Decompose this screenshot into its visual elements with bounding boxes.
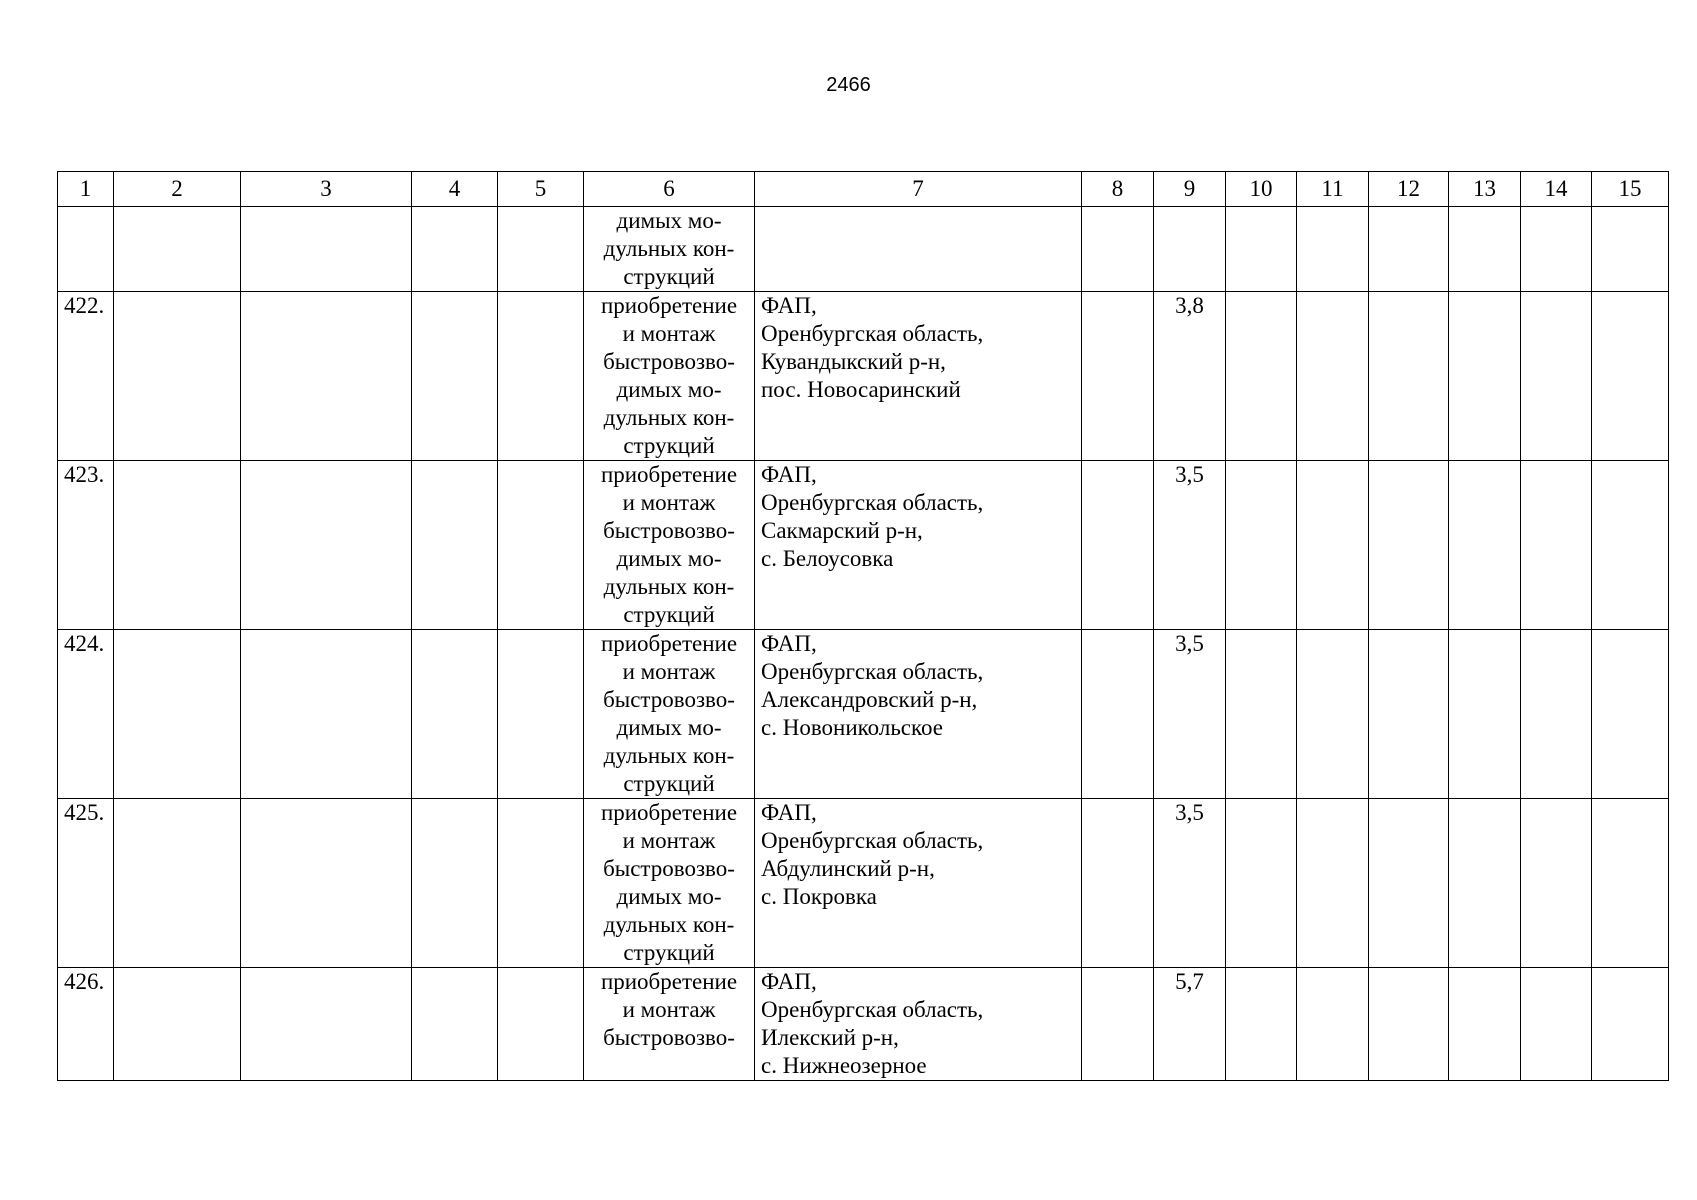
cell-col-2: [114, 630, 241, 799]
table-header: [58, 172, 1669, 207]
object-location-cell: ФАП, Оренбургская область, Абдулинский р-н, с. Покровка: [755, 799, 1082, 968]
cell-col-4: [412, 968, 498, 1081]
cell-col-10: [1226, 207, 1297, 292]
cell-col-5: [498, 461, 584, 630]
header-row: [58, 172, 1669, 207]
column-header-4: 4: [412, 172, 498, 207]
cell-col-13: [1449, 461, 1521, 630]
value-cell: 3,5: [1154, 461, 1226, 630]
cell-col-11: [1297, 207, 1369, 292]
cell-col-13: [1449, 207, 1521, 292]
row-number-cell: 423.: [58, 461, 114, 630]
cell-col-10: [1226, 799, 1297, 968]
column-header-8: 8: [1082, 172, 1154, 207]
cell-col-2: [114, 968, 241, 1081]
cell-col-15: [1592, 799, 1669, 968]
cell-col-3: [241, 461, 412, 630]
work-type-cell: приобретение и монтаж быстровозво- димых мо- дульных кон- струкций: [584, 461, 755, 630]
work-type-cell: приобретение и монтаж быстровозво- димых мо- дульных кон- струкций: [584, 292, 755, 461]
cell-col-12: [1369, 968, 1449, 1081]
cell-col-2: [114, 292, 241, 461]
cell-col-3: [241, 968, 412, 1081]
cell-col-3: [241, 207, 412, 292]
cell-col-8: [1082, 461, 1154, 630]
cell-col-13: [1449, 630, 1521, 799]
row-number-cell: [58, 207, 114, 292]
column-header-2: 2: [114, 172, 241, 207]
value-cell: [1154, 207, 1226, 292]
cell-col-8: [1082, 292, 1154, 461]
table-row: [58, 799, 1669, 968]
row-number-cell: 426.: [58, 968, 114, 1081]
cell-col-5: [498, 799, 584, 968]
column-header-9: 9: [1154, 172, 1226, 207]
column-header-10: 10: [1226, 172, 1297, 207]
cell-col-3: [241, 292, 412, 461]
cell-col-4: [412, 292, 498, 461]
cell-col-14: [1521, 630, 1592, 799]
cell-col-8: [1082, 630, 1154, 799]
object-location-cell: ФАП, Оренбургская область, Кувандыкский р-н, пос. Новосаринский: [755, 292, 1082, 461]
cell-col-4: [412, 799, 498, 968]
cell-col-13: [1449, 968, 1521, 1081]
table-row: [58, 461, 1669, 630]
table-row: [58, 630, 1669, 799]
cell-col-11: [1297, 799, 1369, 968]
column-header-15: 15: [1592, 172, 1669, 207]
column-header-5: 5: [498, 172, 584, 207]
work-type-cell: приобретение и монтаж быстровозво- димых мо- дульных кон- струкций: [584, 630, 755, 799]
cell-col-10: [1226, 292, 1297, 461]
cell-col-8: [1082, 799, 1154, 968]
column-header-7: 7: [755, 172, 1082, 207]
cell-col-4: [412, 461, 498, 630]
column-header-3: 3: [241, 172, 412, 207]
cell-col-10: [1226, 968, 1297, 1081]
cell-col-3: [241, 630, 412, 799]
object-location-cell: ФАП, Оренбургская область, Сакмарский р-н, с. Белоусовка: [755, 461, 1082, 630]
work-type-cell: димых мо- дульных кон- струкций: [584, 207, 755, 292]
cell-col-14: [1521, 799, 1592, 968]
cell-col-3: [241, 799, 412, 968]
cell-col-15: [1592, 630, 1669, 799]
cell-col-14: [1521, 461, 1592, 630]
cell-col-8: [1082, 207, 1154, 292]
work-type-cell: приобретение и монтаж быстровозво-: [584, 968, 755, 1081]
column-header-11: 11: [1297, 172, 1369, 207]
cell-col-4: [412, 207, 498, 292]
column-header-12: 12: [1369, 172, 1449, 207]
cell-col-10: [1226, 461, 1297, 630]
object-location-cell: ФАП, Оренбургская область, Илекский р-н, с. Нижнеозерное: [755, 968, 1082, 1081]
row-number-cell: 424.: [58, 630, 114, 799]
value-cell: 3,5: [1154, 799, 1226, 968]
cell-col-12: [1369, 461, 1449, 630]
cell-col-12: [1369, 630, 1449, 799]
object-location-cell: [755, 207, 1082, 292]
cell-col-4: [412, 630, 498, 799]
cell-col-15: [1592, 207, 1669, 292]
cell-col-11: [1297, 292, 1369, 461]
table-row: [58, 292, 1669, 461]
page-number: 2466: [826, 74, 871, 96]
cell-col-11: [1297, 630, 1369, 799]
column-header-1: 1: [58, 172, 114, 207]
column-header-13: 13: [1449, 172, 1521, 207]
cell-col-2: [114, 799, 241, 968]
cell-col-11: [1297, 968, 1369, 1081]
cell-col-13: [1449, 799, 1521, 968]
cell-col-5: [498, 207, 584, 292]
row-number-cell: 422.: [58, 292, 114, 461]
value-cell: 3,5: [1154, 630, 1226, 799]
cell-col-14: [1521, 292, 1592, 461]
value-cell: 5,7: [1154, 968, 1226, 1081]
cell-col-14: [1521, 207, 1592, 292]
cell-col-5: [498, 630, 584, 799]
cell-col-12: [1369, 292, 1449, 461]
object-location-cell: ФАП, Оренбургская область, Александровский р-н, с. Новоникольское: [755, 630, 1082, 799]
table-body: [58, 207, 1669, 1081]
cell-col-11: [1297, 461, 1369, 630]
cell-col-5: [498, 292, 584, 461]
cell-col-15: [1592, 968, 1669, 1081]
row-number-cell: 425.: [58, 799, 114, 968]
cell-col-8: [1082, 968, 1154, 1081]
data-table: [57, 171, 1669, 1081]
table-row: [58, 968, 1669, 1081]
cell-col-2: [114, 207, 241, 292]
cell-col-13: [1449, 292, 1521, 461]
cell-col-12: [1369, 799, 1449, 968]
cell-col-12: [1369, 207, 1449, 292]
column-header-6: 6: [584, 172, 755, 207]
column-header-14: 14: [1521, 172, 1592, 207]
cell-col-5: [498, 968, 584, 1081]
cell-col-15: [1592, 292, 1669, 461]
cell-col-15: [1592, 461, 1669, 630]
cell-col-2: [114, 461, 241, 630]
table-row: [58, 207, 1669, 292]
value-cell: 3,8: [1154, 292, 1226, 461]
cell-col-10: [1226, 630, 1297, 799]
work-type-cell: приобретение и монтаж быстровозво- димых мо- дульных кон- струкций: [584, 799, 755, 968]
cell-col-14: [1521, 968, 1592, 1081]
